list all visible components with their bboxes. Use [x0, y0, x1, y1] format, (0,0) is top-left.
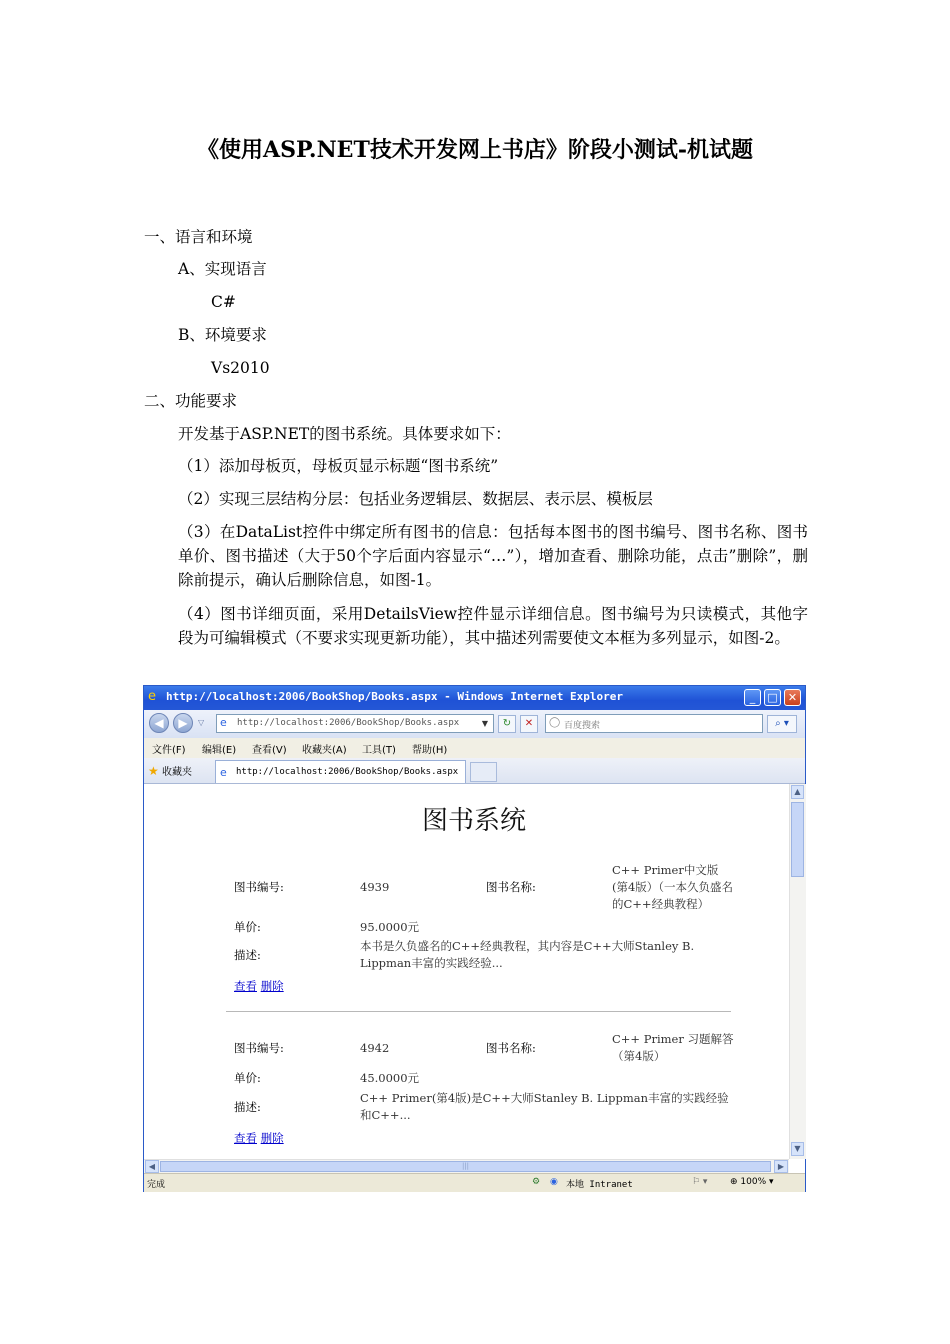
- menu-tools[interactable]: 工具(T): [362, 745, 396, 756]
- zoom-level: 100%: [740, 1177, 767, 1187]
- section-2-intro: 开发基于ASP.NET的图书系统。具体要求如下：: [178, 425, 511, 443]
- tab-title: http://localhost:2006/BookShop/Books.aspx: [236, 767, 459, 777]
- ie-logo-icon: e: [148, 689, 156, 704]
- page-content: [144, 784, 789, 1159]
- browser-window-title: http://localhost:2006/BookShop/Books.aspx - Windows Internet Explorer: [166, 690, 623, 703]
- document-title: 《使用ASP.NET技术开发网上书店》阶段小测试-机试题: [197, 137, 753, 163]
- page-icon: e: [220, 716, 227, 729]
- tab-books[interactable]: [215, 760, 466, 783]
- menu-view[interactable]: 查看(V): [252, 745, 287, 756]
- label-price: 单价:: [234, 1071, 261, 1085]
- view-link[interactable]: 查看: [234, 979, 257, 993]
- label-price: 单价:: [234, 920, 261, 934]
- globe-icon: ◉: [550, 1177, 558, 1187]
- label-book-id: 图书编号:: [234, 880, 284, 894]
- book-desc-value: C++ Primer(第4版)是C++大师Stanley B. Lippman丰富的实践经验和C++...: [360, 1091, 729, 1122]
- section-1a-label: A、实现语言: [178, 260, 267, 278]
- close-button[interactable]: ✕: [784, 689, 801, 706]
- address-dropdown-icon[interactable]: ▼: [481, 719, 489, 728]
- zoom-control[interactable]: ⊕ 100% ▾: [730, 1177, 774, 1187]
- star-icon: ★: [148, 764, 159, 778]
- scroll-left-icon[interactable]: ◀: [145, 1160, 159, 1173]
- label-desc: 描述:: [234, 1100, 261, 1114]
- requirement-3: （3）在DataList控件中绑定所有图书的信息：包括每本图书的图书编号、图书名称、图书单价、图书描述（大于50个字后面内容显示“…”），增加查看、删除功能，点击”删除”，删除前提示，确认后删除信息，如图-1。: [178, 523, 808, 589]
- section-1a-value: C#: [211, 293, 236, 311]
- tab-bar: [144, 758, 805, 784]
- section-1-heading: 一、语言和环境: [144, 228, 253, 246]
- search-button[interactable]: ⌕ ▾: [767, 715, 797, 733]
- delete-link[interactable]: 删除: [260, 979, 284, 993]
- status-text: 完成: [147, 1180, 166, 1190]
- label-desc: 描述:: [234, 948, 261, 962]
- book-name-value: C++ Primer中文版(第4版）（一本久负盛名的C++经典教程）: [612, 863, 734, 911]
- book-id-value: 4942: [360, 1041, 390, 1055]
- favorites-label: 收藏夹: [161, 767, 192, 778]
- address-url: http://localhost:2006/BookShop/Books.aspx: [237, 718, 460, 728]
- book-price-value: 95.0000元: [360, 920, 420, 934]
- browser-nav-bar: [144, 710, 805, 738]
- book-id-value: 4939: [360, 880, 390, 894]
- book-desc-value: 本书是久负盛名的C++经典教程，其内容是C++大师Stanley B. Lippman丰富的实践经验...: [360, 939, 695, 970]
- vertical-scrollbar[interactable]: [789, 784, 806, 1159]
- new-tab-button[interactable]: [470, 762, 497, 782]
- requirement-4: （4）图书详细页面，采用DetailsView控件显示详细信息。图书编号为只读模式，其他字段为可编辑模式（不要求实现更新功能），其中描述列需要使文本框为多列显示，如图-2。: [178, 605, 808, 647]
- book-name-value: C++ Primer 习题解答（第4版）: [612, 1032, 734, 1063]
- section-2-heading: 二、功能要求: [144, 392, 238, 410]
- menu-help[interactable]: 帮助(H): [412, 745, 448, 756]
- horizontal-scrollbar[interactable]: [144, 1159, 789, 1174]
- view-link[interactable]: 查看: [234, 1131, 257, 1145]
- requirement-2: （2）实现三层结构分层：包括业务逻辑层、数据层、表示层、模板层: [178, 490, 653, 508]
- zoom-icon: ⊕: [730, 1177, 738, 1187]
- status-bar: [144, 1173, 805, 1192]
- forward-button[interactable]: ▶: [173, 713, 193, 733]
- address-bar[interactable]: [216, 714, 494, 733]
- search-provider-icon: ◯: [549, 717, 561, 728]
- label-book-id: 图书编号:: [234, 1041, 284, 1055]
- search-box[interactable]: [545, 714, 763, 733]
- menu-favorites[interactable]: 收藏夹(A): [302, 745, 347, 756]
- vertical-scroll-thumb[interactable]: [791, 802, 804, 877]
- search-placeholder: 百度搜索: [564, 721, 601, 731]
- book-price-value: 45.0000元: [360, 1071, 420, 1085]
- menu-bar: [144, 738, 805, 759]
- section-1b-value: Vs2010: [211, 359, 270, 377]
- delete-link[interactable]: 删除: [260, 1131, 284, 1145]
- refresh-button[interactable]: ↻: [498, 715, 516, 733]
- favorites-button[interactable]: [148, 763, 192, 778]
- popup-blocker-icon[interactable]: ⚐ ▾: [692, 1177, 708, 1187]
- scroll-up-icon[interactable]: ▲: [791, 785, 804, 799]
- browser-title-bar: [144, 686, 805, 710]
- section-1b-label: B、环境要求: [178, 326, 267, 344]
- maximize-button[interactable]: □: [764, 689, 781, 706]
- record-divider: [226, 1011, 731, 1012]
- label-book-name: 图书名称:: [486, 1041, 536, 1055]
- stop-button[interactable]: ✕: [520, 715, 538, 733]
- security-zone: 本地 Intranet: [566, 1180, 633, 1190]
- browser-screenshot: [143, 685, 806, 1192]
- menu-file[interactable]: 文件(F): [152, 745, 186, 756]
- protected-mode-icon: ⚙: [532, 1177, 541, 1187]
- tab-page-icon: e: [220, 766, 227, 779]
- menu-edit[interactable]: 编辑(E): [202, 745, 237, 756]
- back-button[interactable]: ◀: [149, 713, 169, 733]
- scroll-right-icon[interactable]: ▶: [774, 1160, 788, 1173]
- page-heading: 图书系统: [421, 806, 526, 836]
- requirement-1: （1）添加母板页，母板页显示标题“图书系统”: [178, 457, 499, 475]
- label-book-name: 图书名称:: [486, 880, 536, 894]
- scroll-down-icon[interactable]: ▼: [791, 1142, 804, 1156]
- book-actions: [234, 1130, 284, 1147]
- horizontal-scroll-thumb[interactable]: |||: [160, 1161, 771, 1172]
- history-dropdown-icon[interactable]: ▽: [198, 718, 205, 727]
- book-actions: [234, 978, 284, 995]
- minimize-button[interactable]: _: [744, 689, 761, 706]
